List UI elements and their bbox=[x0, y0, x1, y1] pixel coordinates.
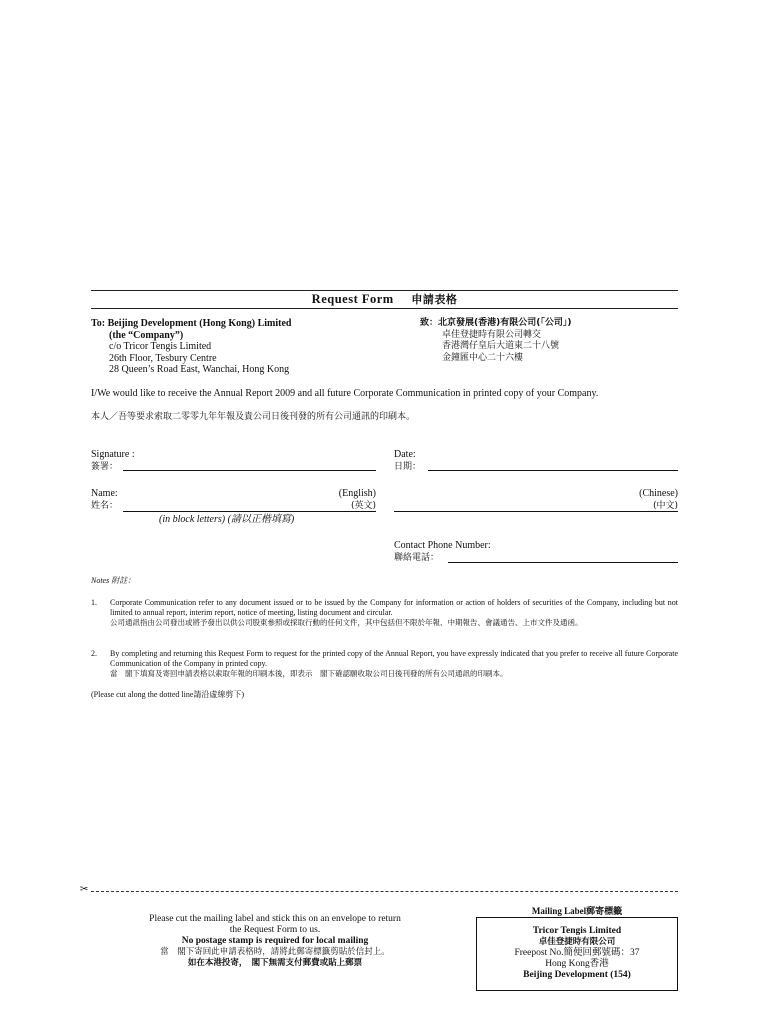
address-zh-line2: 卓佳登捷時有限公司轉交 bbox=[442, 329, 542, 340]
block-letters-note: (in block letters) (請以正楷填寫) bbox=[159, 514, 295, 525]
note-1-en: Corporate Communication refer to any document issued or to be issued by the Company for information or action of holders of securities of the Company, including but not limited to annual report, interim report, notice of meeting, listing document and circular. bbox=[110, 598, 678, 617]
mailing-label-line3: Freepost No.簡便回郵號碼：37 bbox=[514, 948, 640, 958]
address-en-line4: 26th Floor, Tesbury Centre bbox=[109, 352, 217, 364]
note-1-zh: 公司通訊指由公司發出或將予發出以供公司股東參照或採取行動的任何文件，其中包括但不限於年報、中期報告、會議通告、上市文件及通函。 bbox=[110, 618, 583, 627]
mailing-label-content bbox=[477, 926, 677, 981]
address-en-line5: 28 Queen’s Road East, Wanchai, Hong Kong bbox=[109, 364, 290, 375]
address-zh-line4: 金鐘匯中心二十六樓 bbox=[442, 352, 524, 363]
note-2-zh: 當 閣下填寫及寄回申請表格以索取年報的印刷本後，即表示 閣下確認願收取公司日後刊發的所有公司通訊的印刷本。 bbox=[110, 669, 508, 678]
form-title-en: Request Form bbox=[311, 292, 394, 306]
chinese-tag-en: (Chinese) bbox=[639, 488, 678, 499]
name-label bbox=[91, 488, 118, 512]
cut-instruction: (Please cut along the dotted line請沿虛線剪下) bbox=[91, 690, 245, 699]
dotted-cut-line bbox=[91, 891, 678, 892]
form-title-zh: 申請表格 bbox=[411, 293, 458, 306]
date-label-en: Date: bbox=[394, 449, 416, 460]
phone-field[interactable] bbox=[448, 562, 678, 563]
mailing-instr-en2: the Request Form to us. bbox=[229, 925, 321, 935]
mailing-instr-en1: Please cut the mailing label and stick this on an envelope to return bbox=[149, 914, 401, 924]
phone-label-zh: 聯絡電話： bbox=[394, 553, 440, 563]
mailing-label-line1: Tricor Tengis Limited bbox=[532, 926, 622, 936]
request-statement-en: I/We would like to receive the Annual Report 2009 and all future Corporate Communication in printed copy of your Company. bbox=[91, 388, 599, 399]
note-2-en: By completing and returning this Request Form to request for the printed copy of the Annual Report, you have expressly indicated that you prefer to receive all future Corporate Communication of the Company in printed copy. bbox=[110, 649, 678, 668]
chinese-tag bbox=[598, 488, 678, 512]
name-english-field[interactable] bbox=[123, 511, 376, 512]
mailing-label-heading: Mailing Label郵寄標籤 bbox=[531, 906, 623, 916]
mailing-instructions bbox=[100, 914, 450, 969]
chinese-tag-zh: (中文) bbox=[652, 501, 678, 511]
note-2-number: 2. bbox=[91, 649, 97, 658]
english-tag-zh: (英文) bbox=[350, 501, 376, 511]
name-label-en: Name: bbox=[91, 488, 118, 499]
mailing-label-line4: Hong Kong香港 bbox=[545, 959, 609, 969]
date-label bbox=[394, 449, 421, 473]
note-2-text bbox=[110, 649, 678, 679]
mailing-instr-en3: No postage stamp is required for local mailing bbox=[181, 936, 369, 946]
mailing-instr-zh2: 如在本港投寄， 閣下無需支付郵費或貼上郵票 bbox=[187, 958, 363, 968]
note-1 bbox=[91, 598, 678, 643]
signature-field[interactable] bbox=[123, 470, 376, 471]
phone-label bbox=[394, 540, 491, 564]
address-en-line2: (the “Company”) bbox=[109, 329, 184, 341]
english-tag bbox=[296, 488, 376, 512]
address-zh bbox=[420, 318, 571, 364]
address-zh-line1: 致：北京發展(香港)有限公司(「公司」) bbox=[420, 318, 572, 328]
phone-label-en: Contact Phone Number: bbox=[394, 540, 491, 551]
english-tag-en: (English) bbox=[338, 488, 376, 499]
request-statement-zh: 本人／吾等要求索取二零零九年年報及貴公司日後刊發的所有公司通訊的印刷本。 bbox=[91, 412, 416, 422]
date-label-zh: 日期： bbox=[394, 462, 422, 472]
name-label-zh: 姓名： bbox=[91, 501, 119, 511]
signature-label-en: Signature : bbox=[91, 449, 135, 460]
name-chinese-field[interactable] bbox=[394, 511, 678, 512]
note-1-text bbox=[110, 598, 678, 628]
mailing-label-line5: Beijing Development (154) bbox=[523, 970, 631, 980]
title-bottom-rule bbox=[91, 308, 678, 309]
mailing-label-line2: 卓佳登捷時有限公司 bbox=[538, 937, 616, 947]
address-en-line1: To: Beijing Development (Hong Kong) Limited bbox=[91, 318, 292, 329]
address-zh-line3: 香港灣仔皇后大道東二十八號 bbox=[442, 341, 560, 351]
note-2 bbox=[91, 649, 678, 685]
note-1-number: 1. bbox=[91, 598, 97, 607]
date-field[interactable] bbox=[428, 470, 678, 471]
form-title bbox=[91, 291, 678, 307]
mailing-instr-zh1: 當 閣下寄回此申請表格時，請將此郵寄標籤剪貼於信封上。 bbox=[160, 947, 390, 957]
address-en bbox=[91, 318, 291, 376]
signature-label-zh: 簽署： bbox=[91, 462, 119, 472]
mailing-label-box bbox=[476, 917, 678, 991]
notes-heading: Notes 附註： bbox=[91, 576, 136, 585]
address-en-line3: c/o Tricor Tengis Limited bbox=[109, 341, 212, 352]
scissors-icon: ✂ bbox=[80, 884, 89, 895]
